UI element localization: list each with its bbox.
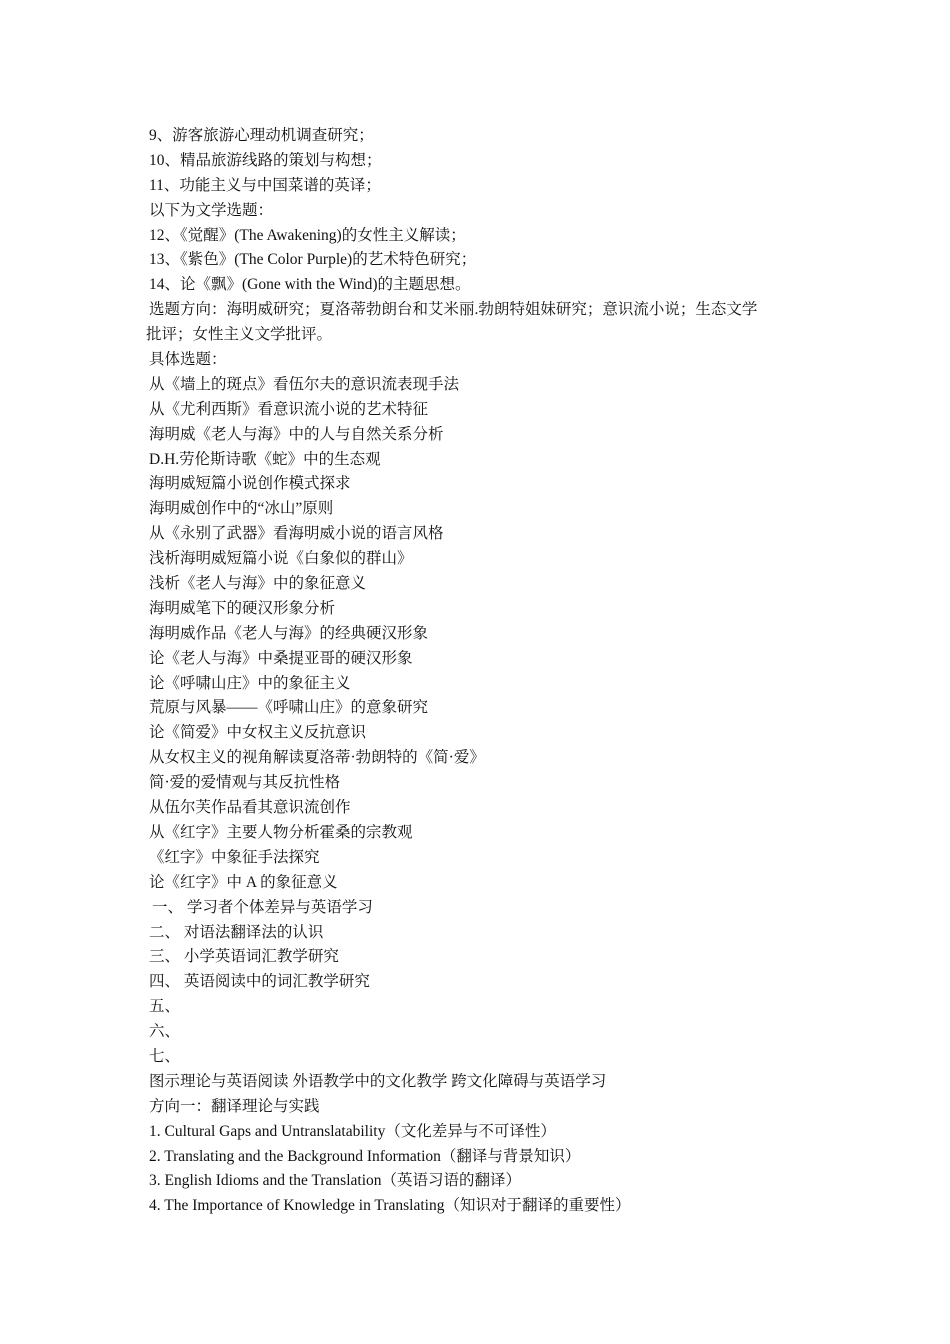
text-line: 14、论《飘》(Gone with the Wind)的主题思想。 [149,276,471,294]
section-heading: 具体选题： [149,351,227,369]
topic-item: 从伍尔芙作品看其意识流创作 [149,799,351,817]
topic-item: 海明威笔下的硬汉形象分析 [149,599,336,617]
topic-item: 海明威作品《老人与海》的经典硬汉形象 [149,624,429,642]
topic-item: 海明威创作中的“冰山”原则 [149,500,334,518]
numbered-item: 4. The Importance of Knowledge in Translating（知识对于翻译的重要性） [149,1197,631,1215]
text-line: 11、功能主义与中国菜谱的英译； [149,176,381,194]
text-line: 9、游客旅游心理动机调查研究； [149,127,374,144]
numbered-item: 三、 小学英语词汇教学研究 [149,948,339,966]
topic-item: 海明威短篇小说创作模式探求 [149,475,351,493]
numbered-item: 二、 对语法翻译法的认识 [149,923,324,941]
topic-item: 从《尤利西斯》看意识流小说的艺术特征 [149,400,429,418]
topic-item: 论《简爱》中女权主义反抗意识 [149,724,367,742]
numbered-item: 六、 [149,1023,181,1041]
text-line: 选题方向：海明威研究；夏洛蒂勃朗台和艾米丽.勃朗特姐妹研究；意识流小说；生态文学 [149,301,758,319]
numbered-item: 2. Translating and the Background Information（翻译与背景知识） [149,1147,581,1165]
numbered-item: 一、 学习者个体差异与英语学习 [152,898,373,916]
topic-item: D.H.劳伦斯诗歌《蛇》中的生态观 [149,450,381,468]
text-line: 13、《紫色》(The Color Purple)的艺术特色研究； [149,251,477,269]
topic-item: 论《红字》中 A 的象征意义 [149,873,338,891]
topic-item: 从《墙上的斑点》看伍尔夫的意识流表现手法 [149,375,460,393]
topic-item: 图示理论与英语阅读 外语教学中的文化教学 跨文化障碍与英语学习 [149,1072,607,1090]
document-body [146,124,816,1219]
text-line: 批评；女性主义文学批评。 [146,326,333,344]
section-heading: 方向一：翻译理论与实践 [149,1097,320,1115]
topic-item: 简·爱的爱情观与其反抗性格 [149,774,341,792]
topic-item: 浅析海明威短篇小说《白象似的群山》 [149,550,413,568]
topic-item: 从《红字》主要人物分析霍桑的宗教观 [149,823,413,841]
topic-item: 浅析《老人与海》中的象征意义 [149,575,367,593]
numbered-item: 1. Cultural Gaps and Untranslatability（文化差异与不可译性） [149,1122,556,1140]
text-line: 10、精品旅游线路的策划与构想； [149,151,382,169]
numbered-item: 五、 [149,998,181,1016]
topic-item: 从女权主义的视角解读夏洛蒂·勃朗特的《简·爱》 [149,749,485,767]
topic-item: 论《呼啸山庄》中的象征主义 [149,674,351,692]
topic-item: 论《老人与海》中桑提亚哥的硬汉形象 [149,649,413,667]
numbered-item: 3. English Idioms and the Translation（英语习语的翻译） [149,1172,522,1190]
text-line: 12、《觉醒》(The Awakening)的女性主义解读； [149,226,466,244]
topic-item: 从《永别了武器》看海明威小说的语言风格 [149,525,444,543]
numbered-item: 七、 [149,1047,181,1065]
topic-item: 荒原与风暴——《呼啸山庄》的意象研究 [149,699,429,717]
topic-item: 海明威《老人与海》中的人与自然关系分析 [149,425,444,443]
topic-item: 《红字》中象征手法探究 [149,848,320,866]
section-heading: 以下为文学选题： [149,201,274,219]
numbered-item: 四、 英语阅读中的词汇教学研究 [149,973,370,991]
